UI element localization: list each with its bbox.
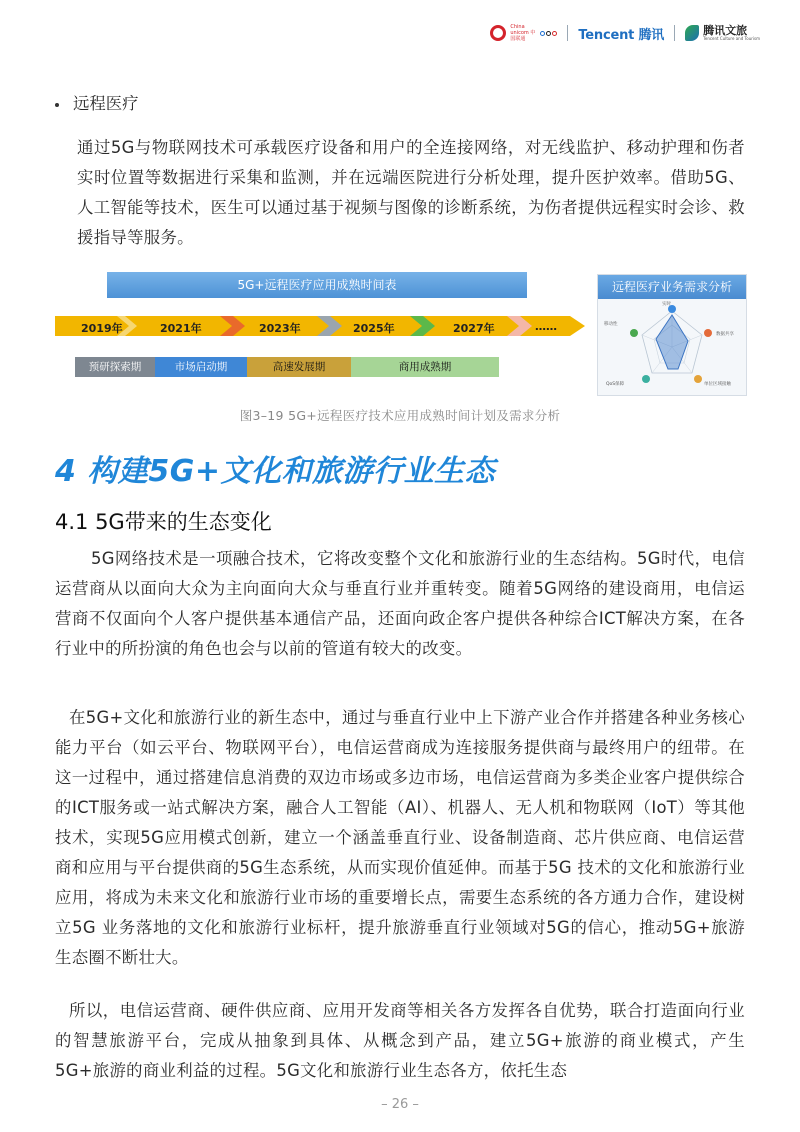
tencent-logo: Tencent 腾讯 bbox=[578, 27, 665, 43]
timeline-banner: 5G+远程医疗应用成熟时间表 bbox=[107, 272, 527, 298]
unicom-knot-icon bbox=[490, 25, 506, 41]
bullet-label: 远程医疗 bbox=[73, 94, 139, 113]
chapter-heading: 4 构建5G+文化和旅游行业生态 bbox=[55, 454, 495, 489]
olympic-rings-icon bbox=[540, 31, 557, 36]
demand-analysis-panel bbox=[597, 274, 747, 396]
body-paragraph: 所以，电信运营商、硬件供应商、应用开发商等相关各方发挥各自优势，联合打造面向行业的智慧旅游平台，完成从抽象到具体、从概念到产品，建立5G+旅游的商业模式，产生5G+旅游的商业利益的过程。5G文化和旅游行业生态各方，依托生态 bbox=[55, 1001, 745, 1080]
intro-paragraph: 通过5G与物联网技术可承载医疗设备和用户的全连接网络，对无线监护、移动护理和伤者实时位置等数据进行采集和监测，并在远端医院进行分析处理，提升医护效率。借助5G、人工智能等技术，医生可以通过基于视频与图像的诊断系统，为伤者提供远程实时会诊、救援指导等服务。 bbox=[77, 138, 745, 247]
tencent-wenlv-logo bbox=[685, 25, 760, 41]
unicom-logo-text: China unicom 中国联通 bbox=[510, 24, 536, 42]
body-paragraph: 在5G+文化和旅游行业的新生态中，通过与垂直行业中上下游产业合作并搭建各种业务核心能力平台（如云平台、物联网平台），电信运营商成为连接服务提供商与最终用户的纽带。在这一过程中，通过搭建信息消费的双边市场或多边市场，电信运营商为多类企业客户提供综合的ICT服务或一站式解决方案，融合人工智能（AI）、机器人、无人机和物联网（IoT）等其他技术，实现5G应用模式创新，建立一个涵盖垂直行业、设备制造商、芯片供应商、电信运营商和应用与平台提供商的5G生态系统，从而实现价值延伸。而基于5G 技术的文化和旅游行业应用，将成为未来文化和旅游行业市场的重要增长点，需要生态系统的各方通力合作，建设树立5G 业务落地的文化和旅游行业标杆，提升旅游垂直行业领域对5G的信心，推动5G+旅游生态圈不断壮大。 bbox=[55, 708, 745, 967]
wenlv-logo-text: 腾讯文旅 bbox=[703, 24, 748, 37]
timeline-year-label: 2027年 bbox=[453, 322, 495, 335]
phase-badge: 市场启动期 bbox=[155, 357, 247, 377]
phase-badge: 预研探索期 bbox=[75, 357, 155, 377]
radar-axis-label: 实时 bbox=[662, 302, 671, 307]
figure-timeline bbox=[55, 272, 745, 394]
timeline-year-label: 2021年 bbox=[160, 322, 202, 335]
wenlv-leaf-icon bbox=[685, 25, 699, 41]
radar-axis-label: 数据共享 bbox=[716, 332, 734, 337]
page-header bbox=[490, 18, 760, 48]
bullet-dot-icon bbox=[55, 103, 59, 107]
page-number: – 26 – bbox=[381, 1097, 419, 1112]
china-unicom-logo bbox=[490, 24, 557, 42]
phase-badge: 高速发展期 bbox=[247, 357, 351, 377]
wenlv-logo-subtext: Tencent Culture and Tourism bbox=[703, 36, 760, 41]
radar-area bbox=[656, 315, 688, 369]
radar-axis-label: QoS保障 bbox=[606, 382, 625, 387]
timeline-year-label: 2025年 bbox=[353, 322, 395, 335]
timeline-year-label: …… bbox=[535, 320, 557, 333]
header-divider bbox=[567, 25, 568, 41]
body-paragraph: 5G网络技术是一项融合技术，它将改变整个文化和旅游行业的生态结构。5G时代，电信运营商从以面向大众为主向面向大众与垂直行业并重转变。随着5G网络的建设商用，电信运营商不仅面向个人客户提供基本通信产品，还面向政企客户提供各种综合ICT解决方案，在各行业中的所扮演的角色也会与以前的管道有较大的改变。 bbox=[55, 549, 745, 658]
header-divider bbox=[674, 25, 675, 41]
panel-title: 远程医疗业务需求分析 bbox=[598, 275, 746, 299]
timeline-arrow bbox=[55, 314, 585, 338]
timeline-year-label: 2023年 bbox=[259, 322, 301, 335]
radar-axis-label: 单位区域接触 bbox=[704, 382, 731, 387]
section-heading: 4.1 5G带来的生态变化 bbox=[55, 510, 272, 534]
radar-axis-label: 移动性 bbox=[604, 322, 618, 327]
figure-caption: 图3–19 5G+远程医疗技术应用成熟时间计划及需求分析 bbox=[239, 408, 561, 423]
phase-badge: 商用成熟期 bbox=[351, 357, 499, 377]
timeline-year-label: 2019年 bbox=[81, 322, 123, 335]
bullet-item bbox=[55, 92, 139, 116]
